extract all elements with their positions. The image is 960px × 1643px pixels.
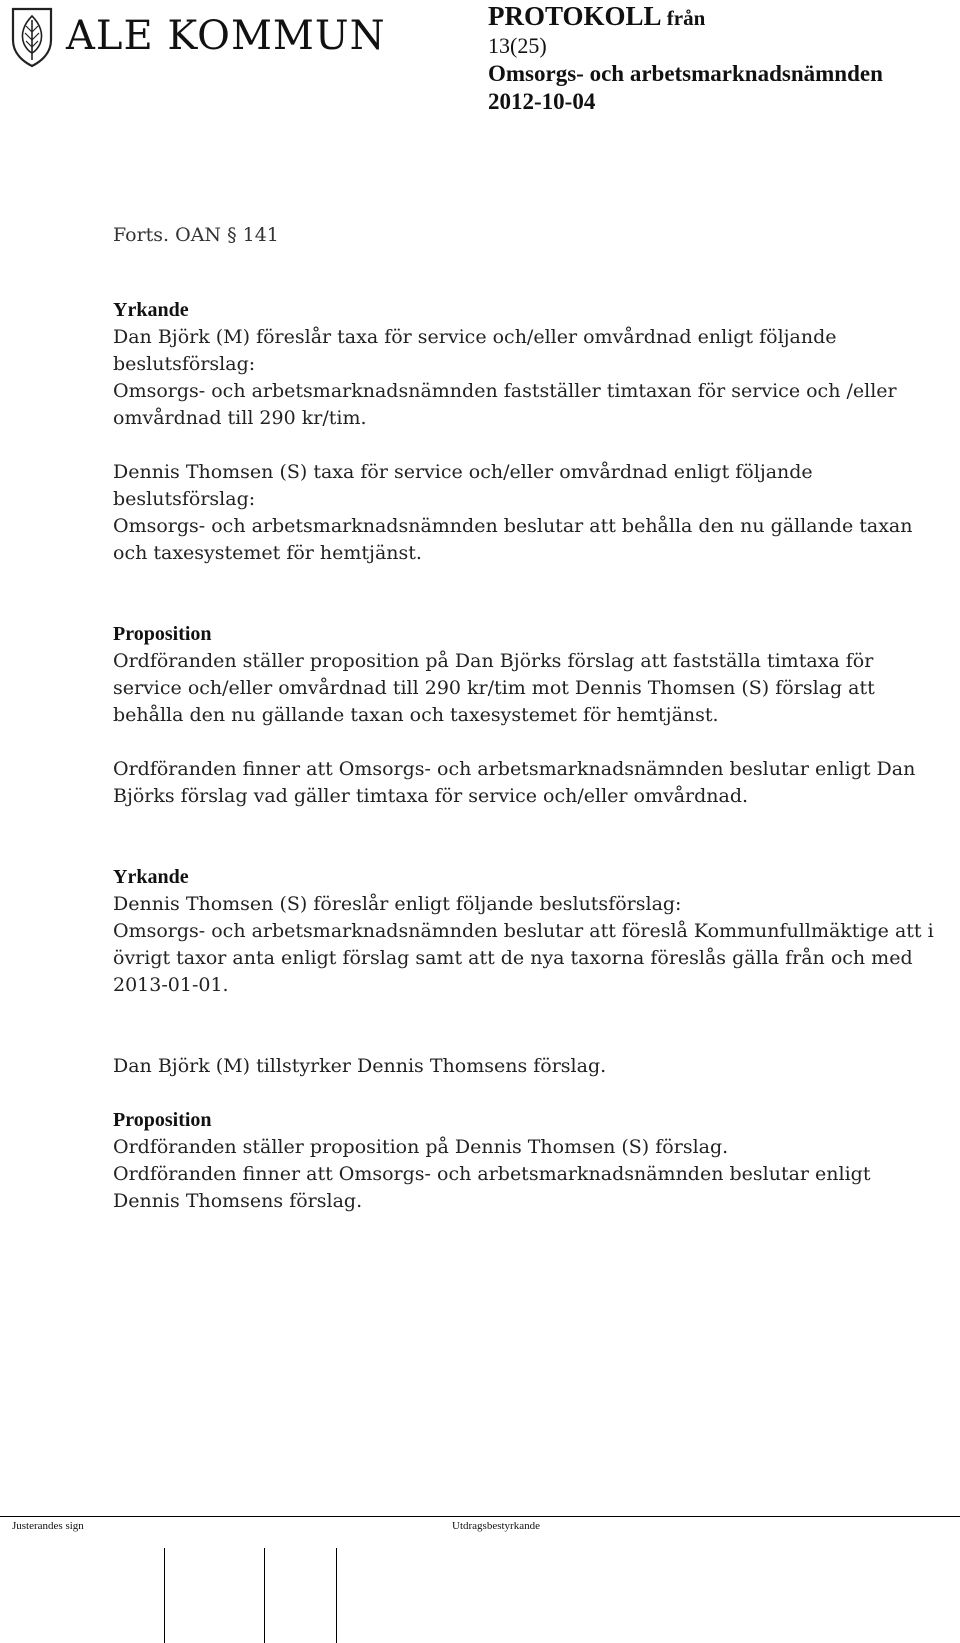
footer-divider xyxy=(0,1516,960,1517)
document-title xyxy=(488,2,883,32)
paragraph: Omsorgs- och arbetsmarknadsnämnden fastställer timtaxan för service och /eller omvårdnad till 290 kr/tim. xyxy=(113,380,897,429)
page-number: 13(25) xyxy=(488,33,547,58)
signature-column-divider xyxy=(264,1548,265,1643)
paragraph: Ordföranden ställer proposition på Dan Björks förslag att fastställa timtaxa för service och/eller omvårdnad till 290 kr/tim mot Dennis Thomsen (S) förslag att behålla den nu gällande taxan och taxesystemet för hemtjänst. xyxy=(113,650,875,726)
footer-label-sign: Justerandes sign xyxy=(12,1520,84,1532)
paragraph: Omsorgs- och arbetsmarknadsnämnden beslutar att behålla den nu gällande taxan och taxesystemet för hemtjänst. xyxy=(113,515,913,564)
heading-proposition-2: Proposition xyxy=(113,1109,212,1131)
paragraph: Ordföranden finner att Omsorgs- och arbetsmarknadsnämnden beslutar enligt Dan Björks förslag vad gäller timtaxa för service och/eller omvårdnad. xyxy=(113,758,916,807)
meeting-date: 2012-10-04 xyxy=(488,89,596,114)
paragraph: Ordföranden ställer proposition på Dennis Thomsen (S) förslag. xyxy=(113,1136,729,1158)
doc-title: PROTOKOLL xyxy=(488,1,661,31)
heading-yrkande-2: Yrkande xyxy=(113,866,189,888)
paragraph: Ordföranden finner att Omsorgs- och arbetsmarknadsnämnden beslutar enligt Dennis Thomsens förslag. xyxy=(113,1163,871,1212)
paragraph: Omsorgs- och arbetsmarknadsnämnden beslutar att föreslå Kommunfullmäktige att i övrigt taxor anta enligt förslag samt att de nya taxorna föreslås gälla från och med 2013-01-01. xyxy=(113,920,934,996)
doc-title-suffix: från xyxy=(666,6,706,30)
committee-name: Omsorgs- och arbetsmarknadsnämnden xyxy=(488,61,883,86)
paragraph: Dan Björk (M) föreslår taxa för service och/eller omvårdnad enligt följande beslutsförslag: xyxy=(113,326,837,375)
logo-text: ALE KOMMUN xyxy=(66,13,386,59)
document-header xyxy=(488,2,883,116)
paragraph: Dennis Thomsen (S) föreslår enligt följande beslutsförslag: xyxy=(113,893,682,915)
shield-tree-icon xyxy=(10,6,54,68)
document-body xyxy=(113,222,943,1215)
signature-column-divider xyxy=(164,1548,165,1643)
paragraph: Dennis Thomsen (S) taxa för service och/eller omvårdnad enligt följande beslutsförslag: xyxy=(113,461,813,510)
paragraph: Dan Björk (M) tillstyrker Dennis Thomsens förslag. xyxy=(113,1055,607,1077)
heading-proposition-1: Proposition xyxy=(113,623,212,645)
signature-column-divider xyxy=(336,1548,337,1643)
section-reference: Forts. OAN § 141 xyxy=(113,224,279,246)
municipality-logo xyxy=(10,6,386,68)
heading-yrkande-1: Yrkande xyxy=(113,299,189,321)
footer-label-extract: Utdragsbestyrkande xyxy=(452,1520,540,1532)
